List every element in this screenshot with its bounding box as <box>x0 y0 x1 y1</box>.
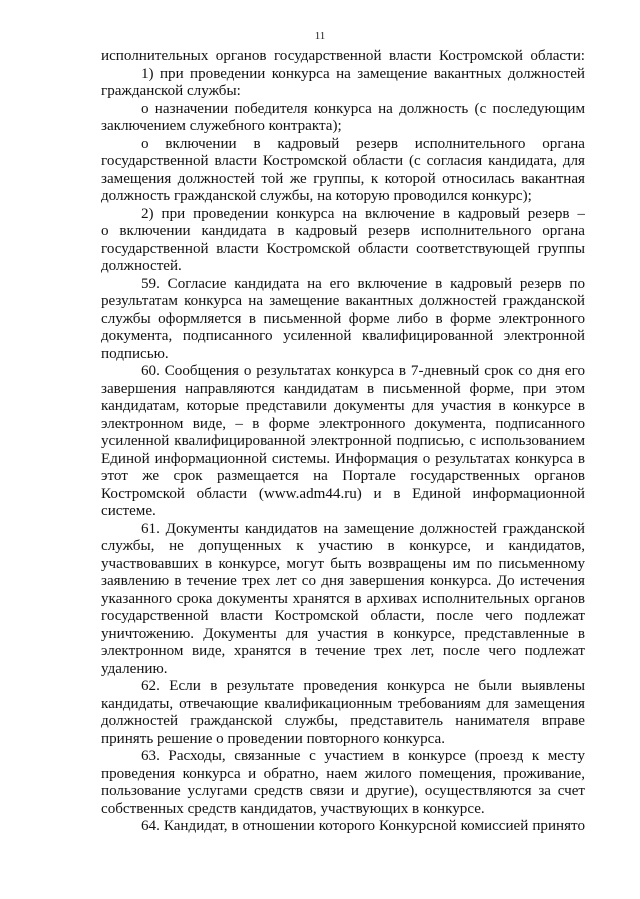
paragraph-item-1-b <box>101 136 585 206</box>
text-line: системе. <box>101 503 156 519</box>
text-line: заявлению в течение трех лет со дня завершения конкурса. До истечения <box>101 573 585 589</box>
text-line: 64. Кандидат, в отношении которого Конкурсной комиссией принято <box>141 818 585 834</box>
text-line: участвовавших в конкурсе, могут быть возвращены им по письменному <box>101 555 585 572</box>
text-line: службы, не допущенных к участию в конкурсе, и кандидатов, <box>101 538 585 554</box>
paragraph-p-64 <box>101 818 585 836</box>
paragraph-p-63 <box>101 748 585 818</box>
text-line: 61. Документы кандидатов на замещение должностей гражданской <box>141 520 585 537</box>
text-line: 60. Сообщения о результатах конкурса в 7-дневный срок со дня его <box>141 363 585 379</box>
text-line: 59. Согласие кандидата на его включение в кадровый резерв по <box>141 275 585 292</box>
text-line: должностей. <box>101 258 182 274</box>
text-line: должностей гражданской службы, представитель нанимателя вправе <box>101 713 585 729</box>
text-line: принять решение о проведении повторного конкурса. <box>101 730 445 747</box>
text-line: заключением служебного контракта); <box>101 118 342 134</box>
text-line: о включении кандидата в кадровый резерв исполнительного органа <box>101 223 585 239</box>
text-line: исполнительных органов государственной власти Костромской области: <box>101 48 585 64</box>
paragraph-p-59 <box>101 276 585 364</box>
text-line: Костромской области (www.adm44.ru) и в Единой информационной <box>101 485 585 502</box>
text-line: указанного срока документы хранятся в архивах исполнительных органов <box>101 590 585 607</box>
text-line: проведения конкурса и обратно, наем жилого помещения, проживание, <box>101 765 585 782</box>
text-line: усиленной квалифицированной электронной подписью, с использованием <box>101 433 585 449</box>
text-line: 2) при проведении конкурса на включение в кадровый резерв – <box>141 205 585 222</box>
text-line: завершения направляются кандидатам в письменной форме, при этом <box>101 380 585 397</box>
text-line: результатам конкурса на замещение вакантных должностей гражданской <box>101 293 585 309</box>
text-line: государственной власти Костромской области соответствующей группы <box>101 240 585 257</box>
paragraph-continuation <box>101 48 585 66</box>
paragraph-p-62 <box>101 678 585 748</box>
text-line: кандидатам, которые представили документы для участия в конкурсе в <box>101 398 585 414</box>
text-line: гражданской службы: <box>101 83 241 99</box>
paragraph-item-1-a <box>101 101 585 136</box>
text-line: электронном виде, – в форме электронного документа, подписанного <box>101 415 585 432</box>
text-line: собственных средств кандидатов, участвующих в конкурсе. <box>101 800 485 817</box>
paragraph-p-61 <box>101 521 585 679</box>
text-line: пользование услугами средств связи и другие), осуществляются за счет <box>101 783 585 799</box>
paragraph-item-2 <box>101 206 585 276</box>
text-line: государственной власти Костромской области, после чего подлежат <box>101 608 585 624</box>
page-number: 11 <box>314 30 326 42</box>
text-line: о включении в кадровый резерв исполнительного органа <box>141 135 585 152</box>
paragraph-item-1 <box>101 66 585 101</box>
text-line: подписью. <box>101 345 169 362</box>
text-line: удалению. <box>101 660 168 677</box>
text-line: Единой информационной системы. Информация о результатах конкурса в <box>101 450 585 467</box>
text-line: 62. Если в результате проведения конкурса не были выявлены <box>141 678 585 694</box>
text-line: замещения должностей той же группы, к которой относилась вакантная <box>101 170 585 187</box>
text-line: 63. Расходы, связанные с участием в конкурсе (проезд к месту <box>141 748 585 764</box>
text-line: этот же срок размещается на Портале государственных органов <box>101 468 585 484</box>
text-line: кандидаты, отвечающие квалификационным требованиям для замещения <box>101 695 585 712</box>
text-line: государственной власти Костромской области (с согласия кандидата, для <box>101 153 585 169</box>
document-body <box>101 48 585 836</box>
text-line: должность гражданской службы, на которую проводился конкурс); <box>101 188 532 204</box>
text-line: документа, подписанного усиленной квалифицированной электронной <box>101 328 585 344</box>
text-line: 1) при проведении конкурса на замещение вакантных должностей <box>141 65 585 82</box>
paragraph-p-60 <box>101 363 585 521</box>
text-line: о назначении победителя конкурса на должность (с последующим <box>141 100 585 117</box>
text-line: службы оформляется в письменной форме либо в форме электронного <box>101 310 585 327</box>
text-line: электронном виде, хранятся в течение трех лет, после чего подлежат <box>101 643 585 659</box>
text-line: уничтожению. Документы для участия в конкурсе, представленные в <box>101 625 585 642</box>
